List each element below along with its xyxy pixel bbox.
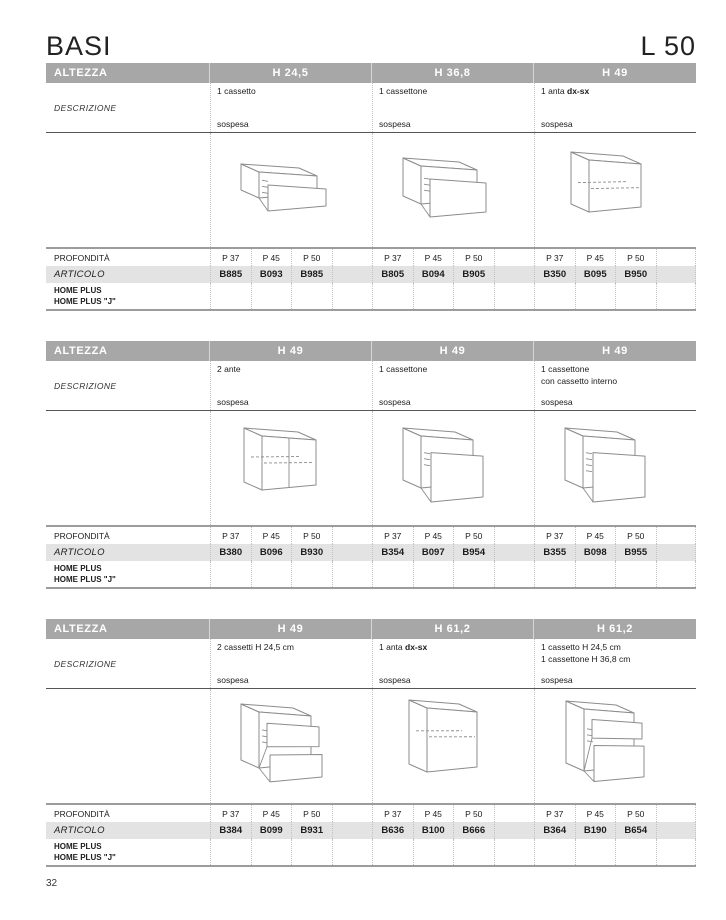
drawing-cell-2: [372, 689, 534, 803]
home-plus-row: [46, 561, 696, 589]
drawing-row: [46, 133, 696, 249]
home-plus-row: [46, 283, 696, 311]
home-plus-empty-cell: [332, 839, 373, 865]
home-plus-empty-cell: [575, 839, 616, 865]
article-code-cell: B384: [210, 822, 251, 839]
cabinet-drawing-door-shelf: [541, 136, 691, 244]
depth-empty-cell: [656, 249, 697, 266]
home-plus-line: HOME PLUS: [54, 286, 102, 295]
home-plus-empty-cell: [413, 839, 454, 865]
depth-cell: P 50: [615, 527, 656, 544]
article-empty-cell: [656, 822, 697, 839]
depth-cell: P 45: [575, 249, 616, 266]
depth-cell: P 45: [575, 805, 616, 822]
description-line: 2 ante: [217, 364, 241, 374]
depth-cell: P 37: [372, 805, 413, 822]
mounting-label: sospesa: [379, 397, 411, 407]
home-plus-empty-cell: [210, 561, 251, 587]
cabinet-drawing-drawer-open-mid: [379, 136, 529, 244]
description-line: 1 cassetto: [217, 86, 256, 96]
home-plus-j-line: HOME PLUS "J": [54, 574, 116, 584]
home-plus-empty-cell: [615, 283, 656, 309]
description-cell-1: [210, 361, 372, 410]
home-plus-empty-cell: [615, 839, 656, 865]
mounting-label: sospesa: [217, 119, 249, 129]
description-text: [541, 364, 692, 388]
depth-empty-cell: [494, 249, 535, 266]
height-header-cell-3: H 49: [602, 345, 628, 357]
depth-cell: P 45: [251, 805, 292, 822]
altezza-header-cell: ALTEZZA: [46, 63, 210, 83]
cabinet-drawing-drawer-open-low: [217, 136, 367, 244]
article-code-cell: B095: [575, 266, 616, 283]
articolo-label: ARTICOLO: [54, 825, 105, 836]
drawing-cell-3: [534, 133, 696, 247]
depth-cell: P 45: [413, 805, 454, 822]
home-plus-empty-cell: [210, 283, 251, 309]
article-code-cell: B985: [291, 266, 332, 283]
article-code-cell: B954: [453, 544, 494, 561]
description-cell-3: [534, 639, 696, 688]
home-plus-j-line: HOME PLUS "J": [54, 296, 116, 306]
article-code-cell: B094: [413, 266, 454, 283]
articolo-label: ARTICOLO: [54, 547, 105, 558]
altezza-header-cell: ALTEZZA: [46, 619, 210, 639]
description-line: 2 cassetti H 24,5 cm: [217, 642, 295, 652]
description-segment: 1 anta: [379, 642, 405, 652]
depth-cell: P 37: [210, 805, 251, 822]
articolo-row: [46, 544, 696, 561]
article-code-cell: B098: [575, 544, 616, 561]
descrizione-label: DESCRIZIONE: [54, 102, 117, 113]
home-plus-empty-cell: [291, 561, 332, 587]
home-plus-empty-cell: [332, 283, 373, 309]
home-plus-empty-cell: [656, 283, 697, 309]
description-segment: 1 anta: [541, 86, 567, 96]
home-plus-line: HOME PLUS: [54, 564, 102, 573]
profondita-label: PROFONDITÀ: [54, 808, 110, 819]
height-header-cell-1: H 49: [210, 619, 372, 639]
drawing-row-spacer: [46, 689, 210, 803]
home-plus-empty-cell: [413, 283, 454, 309]
height-header-cell-2: H 61,2: [372, 619, 534, 639]
altezza-header-row: [46, 341, 696, 361]
description-text: [217, 86, 368, 98]
description-row: [46, 361, 696, 411]
depth-cell: P 37: [210, 249, 251, 266]
description-cell-2: [372, 83, 534, 132]
depth-empty-cell: [494, 527, 535, 544]
home-plus-j-line: HOME PLUS "J": [54, 852, 116, 862]
article-code-cell: B905: [453, 266, 494, 283]
depth-empty-cell: [332, 249, 373, 266]
home-plus-empty-cell: [251, 839, 292, 865]
drawing-row: [46, 411, 696, 527]
article-code-cell: B380: [210, 544, 251, 561]
article-code-cell: B885: [210, 266, 251, 283]
depth-cell: P 50: [615, 805, 656, 822]
profondita-row: [46, 805, 696, 822]
description-line: 1 cassettone: [379, 86, 428, 96]
depth-cell: P 45: [251, 527, 292, 544]
height-header-cell-3: H 61,2: [596, 623, 633, 635]
home-plus-empty-cell: [332, 561, 373, 587]
height-header-cell-2: H 49: [372, 341, 534, 361]
page-size-code: L 50: [640, 31, 696, 61]
description-text: [541, 642, 692, 666]
home-plus-empty-cell: [251, 283, 292, 309]
home-plus-empty-cell: [453, 561, 494, 587]
article-code-cell: B636: [372, 822, 413, 839]
depth-empty-cell: [656, 805, 697, 822]
description-bold-segment: dx-sx: [405, 642, 428, 652]
height-header-cell-1: H 49: [210, 341, 372, 361]
depth-cell: P 50: [453, 249, 494, 266]
depth-cell: P 50: [453, 805, 494, 822]
depth-cell: P 45: [251, 249, 292, 266]
drawing-cell-1: [210, 133, 372, 247]
article-code-cell: B097: [413, 544, 454, 561]
home-plus-empty-cell: [656, 839, 697, 865]
article-code-cell: B093: [251, 266, 292, 283]
depth-cell: P 45: [413, 527, 454, 544]
home-plus-empty-cell: [534, 561, 575, 587]
drawing-row-spacer: [46, 133, 210, 247]
article-empty-cell: [656, 544, 697, 561]
article-code-cell: B100: [413, 822, 454, 839]
depth-cell: P 50: [291, 805, 332, 822]
depth-cell: P 45: [575, 527, 616, 544]
catalog-table-1: [46, 63, 696, 311]
cabinet-drawing-two-drawers-tall: [541, 692, 691, 800]
profondita-row: [46, 249, 696, 266]
drawing-cell-3: [534, 689, 696, 803]
description-line: [541, 86, 692, 98]
article-code-cell: B930: [291, 544, 332, 561]
article-empty-cell: [332, 822, 373, 839]
home-plus-empty-cell: [413, 561, 454, 587]
description-text: [379, 364, 530, 376]
article-code-cell: B355: [534, 544, 575, 561]
description-cell-3: [534, 83, 696, 132]
article-empty-cell: [494, 544, 535, 561]
profondita-label: PROFONDITÀ: [54, 530, 110, 541]
article-empty-cell: [494, 266, 535, 283]
home-plus-empty-cell: [534, 839, 575, 865]
article-code-cell: B350: [534, 266, 575, 283]
mounting-label: sospesa: [541, 675, 573, 685]
article-empty-cell: [656, 266, 697, 283]
article-code-cell: B955: [615, 544, 656, 561]
home-plus-empty-cell: [372, 839, 413, 865]
altezza-header-row: [46, 619, 696, 639]
article-code-cell: B354: [372, 544, 413, 561]
home-plus-empty-cell: [372, 283, 413, 309]
profondita-label: PROFONDITÀ: [54, 252, 110, 263]
page-content: [46, 0, 696, 889]
altezza-header-cell: ALTEZZA: [46, 341, 210, 361]
depth-empty-cell: [656, 527, 697, 544]
home-plus-empty-cell: [575, 561, 616, 587]
home-plus-line: HOME PLUS: [54, 842, 102, 851]
depth-cell: P 37: [534, 805, 575, 822]
mounting-label: sospesa: [379, 119, 411, 129]
home-plus-empty-cell: [494, 839, 535, 865]
home-plus-empty-cell: [251, 561, 292, 587]
depth-cell: P 37: [534, 249, 575, 266]
description-cell-2: [372, 639, 534, 688]
height-header-cell-3: H 49: [602, 67, 628, 79]
depth-cell: P 37: [534, 527, 575, 544]
drawing-cell-1: [210, 689, 372, 803]
drawing-cell-3: [534, 411, 696, 525]
depth-empty-cell: [332, 805, 373, 822]
depth-empty-cell: [332, 527, 373, 544]
description-row: [46, 83, 696, 133]
profondita-row: [46, 527, 696, 544]
description-line: 1 cassettone: [541, 364, 590, 374]
mounting-label: sospesa: [217, 675, 249, 685]
home-plus-empty-cell: [210, 839, 251, 865]
article-code-cell: B099: [251, 822, 292, 839]
cabinet-drawing-drawer-open-cube: [379, 414, 529, 522]
depth-cell: P 37: [210, 527, 251, 544]
description-cell-1: [210, 83, 372, 132]
home-plus-label: [46, 839, 210, 865]
height-header-cell-2: H 36,8: [372, 63, 534, 83]
article-code-cell: B364: [534, 822, 575, 839]
home-plus-empty-cell: [291, 839, 332, 865]
drawing-row-spacer: [46, 411, 210, 525]
cabinet-drawing-two-drawers-open: [217, 692, 367, 800]
article-code-cell: B190: [575, 822, 616, 839]
home-plus-empty-cell: [534, 283, 575, 309]
drawing-cell-2: [372, 133, 534, 247]
mounting-label: sospesa: [541, 119, 573, 129]
depth-cell: P 37: [372, 249, 413, 266]
home-plus-label: [46, 283, 210, 309]
depth-cell: P 50: [291, 527, 332, 544]
home-plus-empty-cell: [291, 283, 332, 309]
mounting-label: sospesa: [217, 397, 249, 407]
description-bold-segment: dx-sx: [567, 86, 590, 96]
home-plus-empty-cell: [453, 283, 494, 309]
article-empty-cell: [494, 822, 535, 839]
catalog-table-3: [46, 619, 696, 867]
depth-cell: P 45: [413, 249, 454, 266]
description-text: [217, 364, 368, 376]
altezza-header-row: [46, 63, 696, 83]
articolo-row: [46, 266, 696, 283]
drawing-cell-2: [372, 411, 534, 525]
home-plus-empty-cell: [615, 561, 656, 587]
home-plus-empty-cell: [494, 561, 535, 587]
description-text: [217, 642, 368, 654]
depth-empty-cell: [494, 805, 535, 822]
home-plus-empty-cell: [453, 839, 494, 865]
catalog-table-2: [46, 341, 696, 589]
home-plus-empty-cell: [372, 561, 413, 587]
article-code-cell: B096: [251, 544, 292, 561]
article-code-cell: B931: [291, 822, 332, 839]
page-number: 32: [46, 878, 58, 889]
mounting-label: sospesa: [379, 675, 411, 685]
article-code-cell: B805: [372, 266, 413, 283]
articolo-label: ARTICOLO: [54, 269, 105, 280]
description-cell-2: [372, 361, 534, 410]
height-header-cell-1: H 24,5: [210, 63, 372, 83]
home-plus-row: [46, 839, 696, 867]
spec-tables: [46, 63, 696, 867]
description-line: con cassetto interno: [541, 375, 618, 386]
description-row: [46, 639, 696, 689]
home-plus-empty-cell: [575, 283, 616, 309]
description-text: [379, 86, 530, 98]
depth-cell: P 50: [453, 527, 494, 544]
article-empty-cell: [332, 544, 373, 561]
description-line: 1 cassetto H 24,5 cm: [541, 642, 621, 652]
mounting-label: sospesa: [541, 397, 573, 407]
drawing-row: [46, 689, 696, 805]
article-code-cell: B654: [615, 822, 656, 839]
description-line: 1 cassettone H 36,8 cm: [541, 653, 631, 664]
articolo-row: [46, 822, 696, 839]
cabinet-drawing-door-tall-shelf: [379, 692, 529, 800]
home-plus-label: [46, 561, 210, 587]
page-title: BASI: [46, 31, 112, 61]
article-code-cell: B950: [615, 266, 656, 283]
depth-cell: P 37: [372, 527, 413, 544]
descrizione-label: DESCRIZIONE: [54, 380, 117, 391]
depth-cell: P 50: [291, 249, 332, 266]
description-line: 1 cassettone: [379, 364, 428, 374]
description-cell-3: [534, 361, 696, 410]
article-empty-cell: [332, 266, 373, 283]
description-cell-1: [210, 639, 372, 688]
home-plus-empty-cell: [656, 561, 697, 587]
drawing-cell-1: [210, 411, 372, 525]
home-plus-empty-cell: [494, 283, 535, 309]
description-text: [379, 642, 530, 654]
cabinet-drawing-drawer-open-cube-inner: [541, 414, 691, 522]
description-text: [541, 86, 692, 98]
cabinet-drawing-two-doors-shelf: [217, 414, 367, 522]
title-bar: [46, 28, 696, 60]
description-line: [379, 642, 530, 654]
depth-cell: P 50: [615, 249, 656, 266]
descrizione-label: DESCRIZIONE: [54, 658, 117, 669]
article-code-cell: B666: [453, 822, 494, 839]
